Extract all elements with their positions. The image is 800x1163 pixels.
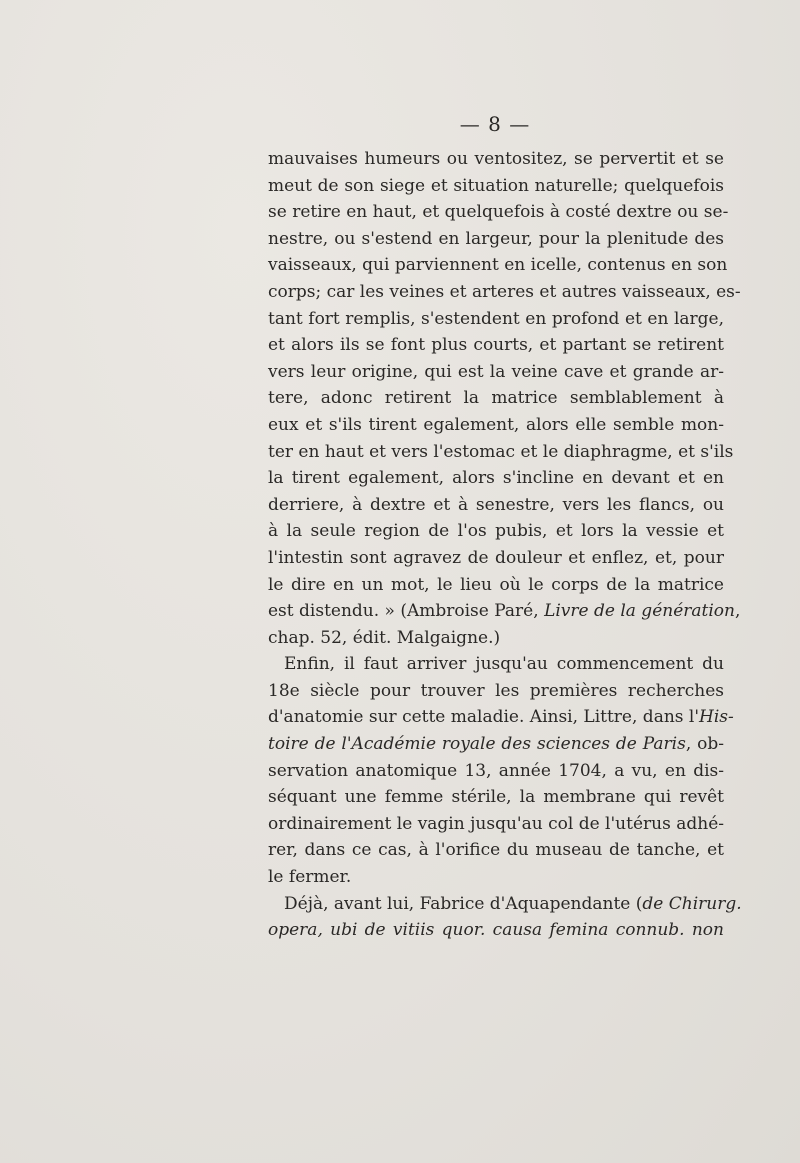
text-line-roman: Déjà, avant lui, Fabrice d'Aquapendante ( [284, 893, 643, 914]
text-line-roman: à la seule region de l'os pubis, et lors la vessie et [268, 521, 724, 542]
text-line-roman: ter en haut et vers l'estomac et le diaphragme, et s'ils [268, 441, 734, 462]
text-line [268, 439, 734, 466]
text-line-roman: mauvaises humeurs ou ventositez, se pervertit et se [268, 149, 724, 169]
text-line [268, 784, 724, 811]
text-line-roman: Enfin, il faut arriver jusqu'au commencement du [284, 654, 724, 675]
text-line [268, 864, 724, 891]
text-line [268, 306, 724, 333]
text-line-italic: toire de l'Académie royale des sciences de Paris [268, 734, 686, 755]
text-line-roman: rer, dans ce cas, à l'orifice du museau de tanche, et [268, 840, 724, 861]
text-line-roman: chap. 52, édit. Malgaigne.) [268, 627, 501, 648]
text-line [268, 173, 724, 200]
text-line [268, 758, 724, 785]
text-line [268, 465, 724, 492]
page-number: — 8 — [459, 112, 531, 136]
text-line [268, 891, 742, 918]
text-line-roman: se retire en haut, et quelquefois à costé dextre ou se- [268, 202, 729, 223]
text-line-roman: servation anatomique 13, année 1704, a vu, en dis- [268, 760, 724, 781]
text-line [268, 811, 724, 838]
text-line-roman: corps; car les veines et arteres et autres vaisseaux, es- [268, 281, 741, 302]
text-line-roman: le fermer. [268, 867, 352, 888]
text-line [268, 226, 724, 253]
text-line-roman: le dire en un mot, le lieu où le corps de la matrice [268, 574, 724, 595]
text-line-roman: vers leur origine, qui est la veine cave et grande ar- [268, 361, 724, 382]
text-line-roman: d'anatomie sur cette maladie. Ainsi, Littre, dans l' [268, 707, 700, 728]
text-line-roman: ordinairement le vagin jusqu'au col de l'utérus adhé- [268, 813, 724, 834]
text-line-roman: derriere, à dextre et à senestre, vers les flancs, ou [268, 494, 724, 515]
text-line-roman: nestre, ou s'estend en largeur, pour la plenitude des [268, 228, 724, 249]
text-line-roman: tant fort remplis, s'estendent en profond et en large, [268, 308, 724, 329]
text-line-roman: meut de son siege et situation naturelle; quelquefois [268, 175, 724, 196]
text-line-italic: de Chirurg. [642, 893, 742, 914]
text-line-roman: séquant une femme stérile, la membrane qui revêt [268, 787, 724, 808]
text-line [268, 492, 724, 519]
text-line-roman: 18e siècle pour trouver les premières recherches [268, 680, 724, 701]
text-line [268, 146, 724, 173]
text-line [268, 572, 724, 599]
text-line-italic: Livre de la génération [544, 601, 735, 622]
text-line [268, 704, 734, 731]
text-line [268, 545, 724, 572]
text-line-roman: , [734, 601, 741, 622]
text-line-roman: et alors ils se font plus courts, et partant se retirent [268, 335, 724, 356]
text-line [268, 359, 724, 386]
text-line-roman: est distendu. » (Ambroise Paré, [268, 601, 545, 622]
text-line [268, 678, 724, 705]
text-line [268, 279, 741, 306]
text-line-roman: eux et s'ils tirent egalement, alors elle semble mon- [268, 414, 724, 435]
text-line-roman: tere, adonc retirent la matrice semblablement à [268, 388, 724, 409]
text-line-roman: l'intestin sont agravez de douleur et enflez, et, pour [268, 547, 724, 568]
text-line [268, 332, 724, 359]
text-line [268, 651, 724, 678]
text-line [268, 199, 729, 226]
text-line [268, 598, 741, 625]
text-line [268, 837, 724, 864]
text-line-roman: , ob- [685, 734, 724, 755]
text-line [268, 625, 724, 652]
text-line [268, 518, 724, 545]
text-line-roman: la tirent egalement, alors s'incline en devant et en [268, 468, 724, 489]
text-line [268, 252, 728, 279]
text-line-italic: His- [699, 707, 734, 728]
body-text [268, 146, 742, 944]
text-line [268, 412, 724, 439]
text-line-italic: opera, ubi de vitiis quor. causa femina connub. non [268, 920, 724, 941]
text-line [268, 385, 724, 412]
text-line [268, 917, 724, 944]
text-line [268, 731, 724, 758]
text-line-roman: vaisseaux, qui parviennent en icelle, contenus en son [268, 255, 728, 276]
